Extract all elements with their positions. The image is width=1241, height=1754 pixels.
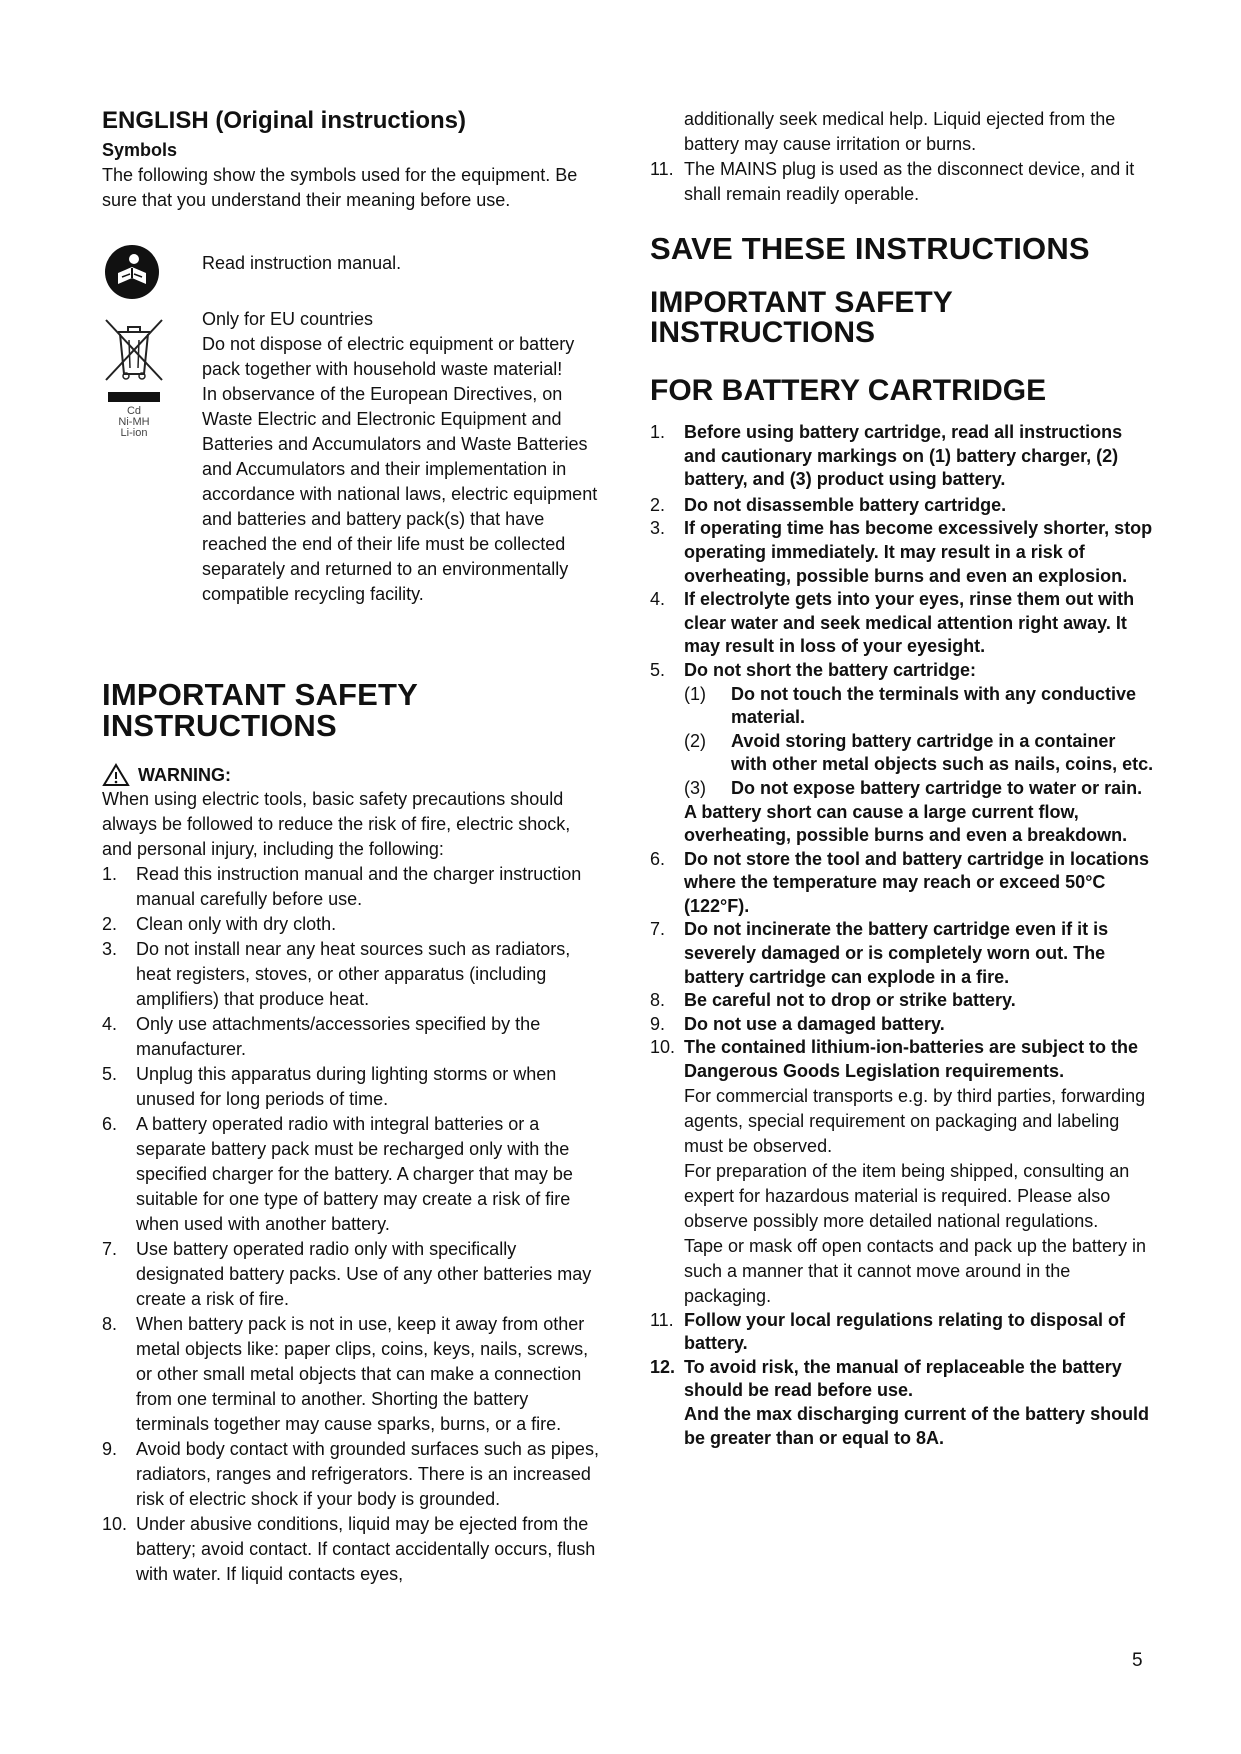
item-text: Avoid body contact with grounded surfaces such as pipes, radiators, ranges and refrigerators. There is an increased risk of electric shock if your body is grounded. [136,1439,599,1509]
list-item: 2. Do not disassemble battery cartridge. [650,494,1007,515]
warning-intro: When using electric tools, basic safety precautions should always be followed to reduce the risk of fire, electric shock, and personal injury, including the following: [102,789,571,859]
item-text: Under abusive conditions, liquid may be ejected from the battery; avoid contact. If contact accidentally occurs, flush with water. If liquid contacts eyes, [136,1514,596,1584]
item-text: A battery operated radio with integral batteries or a separate battery pack must be recharged only with the specified charger for the battery. A charger that may be suitable for one type of battery may create a risk of fire when used with another battery. [136,1114,573,1234]
item-number: 1. [102,864,118,884]
item-number: 3. [102,939,118,959]
item-text: Do not install near any heat sources such as radiators, heat registers, stoves, or other apparatus (including amplifiers) that produce heat. [136,939,571,1009]
list-item: 5. Do not short the battery cartridge: (1) Do not touch the terminals with any conductive material. (2) Avoid storing battery cartridge in a container with other metal objects such as nails, coins, etc. (3) Do not expose battery cartridge to water or rain. A battery short can cause a large current flow, overheating, possible burns and even a breakdown. [650,659,1155,848]
list-item [102,862,602,912]
list-item [102,1062,602,1112]
save-instructions-heading: SAVE THESE INSTRUCTIONS [650,231,1090,266]
warning-label: WARNING: [138,764,231,785]
list-item: 10. The contained lithium-ion-batteries are subject to the Dangerous Goods Legislation requirements. For commercial transports e.g. by third parties, forwarding agents, special requirement on packaging and labeling must be observed. For preparation of the item being shipped, consulting an expert for hazardous material is required. Please also observe possibly more detailed national regulations. Tape or mask off open contacts and pack up the battery in such a manner that it cannot move around in the packaging. [650,1036,1155,1308]
read-manual-icon [104,244,160,305]
warning-triangle-icon [102,763,130,787]
list-item [102,1112,602,1237]
item-number: 4. [102,1014,118,1034]
battery-heading: FOR BATTERY CARTRIDGE [650,374,1047,407]
safety-heading-line-1: IMPORTANT SAFETY [650,286,953,319]
list-item [102,912,602,937]
item-number: 5. [102,1064,118,1084]
item-text: The MAINS plug is used as the disconnect device, and it shall remain readily operable. [684,159,1135,204]
safety-heading-right [650,288,953,348]
sub-item: (2) Avoid storing battery cartridge in a container with other metal objects such as nails, coins, etc. [684,730,1154,775]
crossed-bin-icon [102,318,166,443]
safety-heading-line-2: INSTRUCTIONS [102,708,337,743]
item-number: 10. [102,1514,128,1534]
packaging-note: Tape or mask off open contacts and pack up the battery in such a manner that it cannot move around in the packaging. [684,1235,1146,1306]
list-item [102,1237,602,1312]
transport-note: For commercial transports e.g. by third parties, forwarding agents, special requirement on packaging and labeling must be observed. [684,1085,1146,1156]
page-number: 5 [1132,1650,1143,1671]
symbol-eu-title: Only for EU countries [202,309,374,329]
list-item [102,1437,602,1512]
item-11-list [650,157,1150,207]
item-number: 9. [102,1439,118,1459]
list-item: 3. If operating time has become excessively shorter, stop operating immediately. It may result in a risk of overheating, possible burns and even an explosion. [650,518,1153,586]
item-text: Clean only with dry cloth. [136,914,337,934]
list-item: 8. Be careful not to drop or strike battery. [650,990,1016,1011]
safety-heading-line-1: IMPORTANT SAFETY [102,677,419,712]
battery-list [650,421,1155,1450]
list-item [102,1012,602,1062]
list-item: 9. Do not use a damaged battery. [650,1013,945,1034]
list-item [650,157,1150,207]
symbol-eu-body: Do not dispose of electric equipment or battery pack together with household waste material! [202,334,575,379]
shipping-note: For preparation of the item being shipped, consulting an expert for hazardous material is required. Please also observe possibly more detailed national regulations. [684,1160,1130,1231]
list-item [102,1312,602,1437]
document-title: ENGLISH (Original instructions) [102,107,467,134]
safety-list [102,862,602,1587]
item-number: 7. [102,1239,118,1259]
safety-heading-left [102,679,602,741]
list-item: 1. Before using battery cartridge, read all instructions and cautionary markings on (1) battery charger, (2) battery, and (3) product using battery. [650,422,1123,490]
symbols-intro: The following show the symbols used for the equipment. Be sure that you understand their meaning before use. [102,165,578,210]
svg-text:Li-ion: Li-ion [120,427,148,438]
symbol-eu-text [202,307,612,607]
list-item: 6. Do not store the tool and battery cartridge in locations where the temperature may reach or exceed 50°C (122°F). [650,848,1150,916]
item-number: 8. [102,1314,118,1334]
symbols-heading: Symbols [102,140,178,160]
item-text: Use battery operated radio only with specifically designated battery packs. Use of any other batteries may create a risk of fire. [136,1239,592,1309]
discharge-note: And the max discharging current of the battery should be greater than or equal to 8A. [684,1404,1150,1448]
list-item [102,1512,602,1587]
svg-text:Ni-MH: Ni-MH [118,416,150,428]
safety-heading-line-2: INSTRUCTIONS [650,316,875,349]
svg-text:Cd: Cd [126,405,142,417]
item-text: Only use attachments/accessories specified by the manufacturer. [136,1014,541,1059]
item-text: When battery pack is not in use, keep it away from other metal objects like: paper clips, coins, keys, nails, screws, or other small metal objects that can make a connection from one terminal to another. Shorting the battery terminals together may cause sparks, burns, or a fire. [136,1314,589,1434]
sub-item: (1) Do not touch the terminals with any conductive material. [684,683,1137,728]
item-number: 11. [650,159,674,179]
symbol-read-text: Read instruction manual. [202,253,402,273]
list-item: 11. Follow your local regulations relating to disposal of battery. [650,1309,1126,1354]
item-text: Unplug this apparatus during lighting storms or when unused for long periods of time. [136,1064,557,1109]
item-text: Read this instruction manual and the charger instruction manual carefully before use. [136,864,582,909]
item-number: 2. [102,914,118,934]
warning-heading [102,763,231,787]
short-warning: A battery short can cause a large current flow, overheating, possible burns and even a breakdown. [684,801,1128,846]
list-item: 7. Do not incinerate the battery cartridge even if it is severely damaged or is completely worn out. The battery cartridge can explode in a fire. [650,919,1109,987]
list-item: 12. To avoid risk, the manual of replaceable the battery should be read before use. And the max discharging current of the battery should be greater than or equal to 8A. [650,1356,1155,1450]
continued-text: additionally seek medical help. Liquid ejected from the battery may cause irritation or burns. [684,109,1116,154]
list-item: 4. If electrolyte gets into your eyes, rinse them out with clear water and seek medical attention right away. It may result in loss of your eyesight. [650,589,1135,657]
list-item [102,937,602,1012]
item-number: 6. [102,1114,118,1134]
sub-item: (3) Do not expose battery cartridge to water or rain. [684,777,1143,798]
symbol-eu-body-2: In observance of the European Directives, on Waste Electric and Electronic Equipment and Batteries and Accumulators and Waste Batteries and Accumulators and their implementation in accordance with national laws, electric equipment and batteries and battery pack(s) that have reached the end of their life must be collected separately and returned to an environmentally compatible recycling facility. [202,384,598,604]
